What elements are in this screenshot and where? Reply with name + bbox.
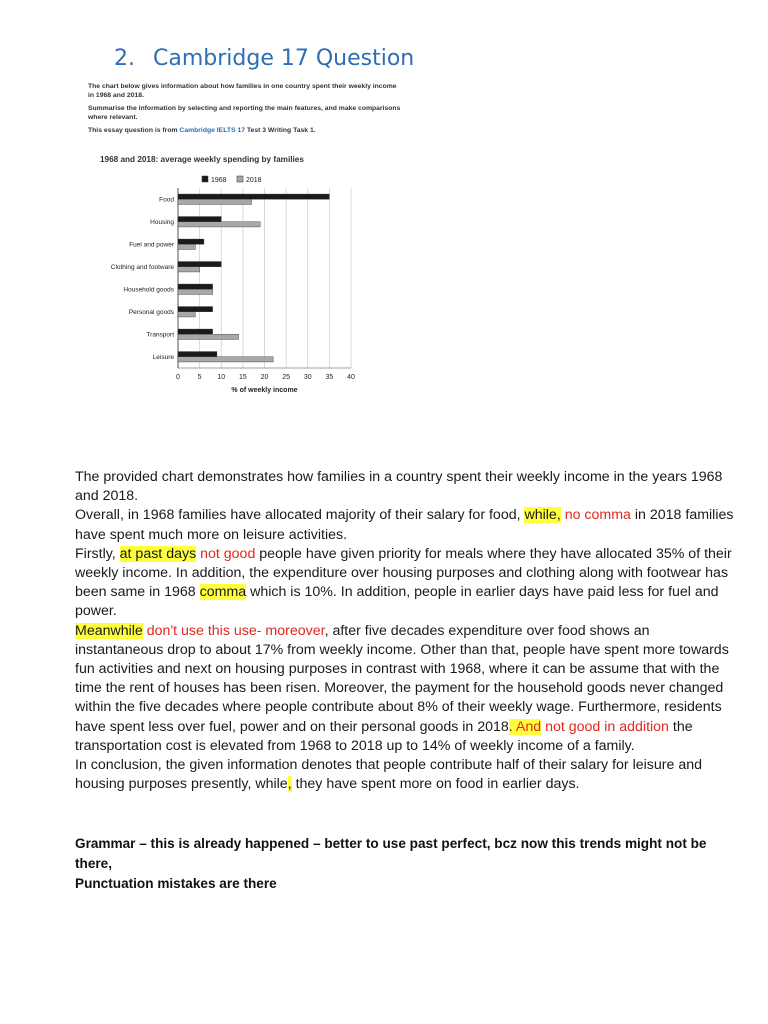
highlight-meanwhile: Meanwhile bbox=[75, 622, 143, 639]
highlight-period: . bbox=[508, 718, 516, 735]
bar-1968 bbox=[178, 217, 221, 222]
legend-swatch-1968 bbox=[202, 176, 208, 182]
highlight-and: And bbox=[515, 718, 542, 735]
essay-paragraph-intro: The provided chart demonstrates how families in a country spent their weekly income in the years 1968 and 2018. bbox=[75, 469, 723, 505]
correction-note: don't use this use- moreover bbox=[142, 622, 325, 639]
bar-1968 bbox=[178, 307, 213, 312]
category-label: Food bbox=[159, 196, 174, 204]
x-axis-label: % of weekly income bbox=[231, 387, 298, 394]
task-line-1: The chart below gives information about how families in one country spent their weekly income in 1968 and 2018. bbox=[88, 83, 397, 99]
feedback-notes bbox=[75, 834, 715, 894]
question-heading bbox=[114, 46, 414, 71]
bar-1968 bbox=[178, 262, 221, 267]
bar-2018 bbox=[178, 357, 273, 362]
highlight-comma-2: , bbox=[287, 776, 292, 793]
highlight-comma: comma bbox=[199, 584, 247, 601]
highlight-while: while, bbox=[524, 507, 561, 524]
correction-note: not good bbox=[196, 545, 256, 562]
essay-paragraph-conclusion: In conclusion, the given information denotes that people contribute half of their salary for leisure and housing purposes presently, while, they have spent more on food in earlier days. bbox=[75, 757, 702, 793]
bar-1968 bbox=[178, 284, 213, 289]
legend-label: 1968 bbox=[211, 177, 227, 184]
x-tick-label: 25 bbox=[282, 374, 291, 381]
highlight-at-past-days: at past days bbox=[119, 545, 197, 562]
category-label: Clothing and footware bbox=[110, 263, 174, 271]
task-source: This essay question is from Cambridge IELTS 17 Test 3 Writing Task 1. bbox=[88, 127, 316, 134]
x-tick-label: 35 bbox=[325, 374, 334, 381]
bar-2018 bbox=[178, 334, 239, 339]
heading-title: Cambridge 17 Question bbox=[153, 46, 415, 71]
question-figure bbox=[84, 78, 402, 418]
punctuation-note: Punctuation mistakes are there bbox=[75, 876, 277, 891]
bar-chart bbox=[84, 78, 402, 418]
bar-2018 bbox=[178, 222, 260, 227]
task-line-2: Summarise the information by selecting and reporting the main features, and make comparisons where relevant. bbox=[88, 105, 401, 121]
x-tick-label: 40 bbox=[347, 374, 355, 381]
bar-1968 bbox=[178, 352, 217, 357]
category-label: Housing bbox=[150, 218, 174, 226]
chart-title: 1968 and 2018: average weekly spending by families bbox=[100, 155, 304, 164]
legend-label: 2018 bbox=[246, 177, 262, 184]
bar-1968 bbox=[178, 239, 204, 244]
category-label: Leisure bbox=[152, 353, 174, 361]
heading-number: 2. bbox=[114, 46, 135, 71]
category-label: Transport bbox=[146, 331, 174, 339]
essay-paragraph-body-2: Meanwhile don't use this use- moreover, after five decades expenditure over food shows an instantaneous drop to about 17% from weekly income. Other than that, people have spent more towards fun activities and next on housing purposes in contrast with 1968, where it can be assume that with the time the rent of houses has been risen. Moreover, the payment for the household goods never changed within the five decades where people contribute about 8% of their weekly wage. Furthermore, residents have spent less over fuel, power and on their personal goods in 2018. And not good in addition the transportation cost is elevated from 1968 to 2018 up to 14% of weekly income of a family. bbox=[75, 622, 729, 754]
bar-2018 bbox=[178, 244, 195, 249]
x-tick-label: 0 bbox=[176, 374, 180, 381]
bar-2018 bbox=[178, 267, 200, 272]
essay-body bbox=[75, 468, 735, 794]
source-link[interactable]: Cambridge IELTS 17 bbox=[179, 127, 245, 134]
x-tick-label: 15 bbox=[238, 374, 247, 381]
correction-note: not good in addition bbox=[541, 718, 669, 735]
grammar-note: Grammar – this is already happened – better to use past perfect, bcz now this trends might not be there, bbox=[75, 836, 707, 871]
x-tick-label: 20 bbox=[260, 374, 269, 381]
essay-paragraph-body-1: Firstly, at past days not good people have given priority for meals where they have allocated 35% of their weekly income. In addition, the expenditure over housing purposes and clothing along with footwear has been same in 1968 comma which is 10%. In addition, people in earlier days have paid less for fuel and power. bbox=[75, 545, 732, 620]
category-label: Personal goods bbox=[128, 308, 174, 316]
bar-2018 bbox=[178, 289, 213, 294]
bar-1968 bbox=[178, 329, 213, 334]
category-label: Household goods bbox=[123, 286, 174, 294]
legend-swatch-2018 bbox=[237, 176, 243, 182]
correction-note: no comma bbox=[560, 507, 631, 524]
x-tick-label: 30 bbox=[303, 374, 312, 381]
bar-2018 bbox=[178, 199, 252, 204]
x-tick-label: 5 bbox=[197, 374, 202, 381]
category-label: Fuel and power bbox=[129, 241, 174, 249]
bar-2018 bbox=[178, 312, 195, 317]
x-tick-label: 10 bbox=[217, 374, 226, 381]
bar-1968 bbox=[178, 194, 329, 199]
essay-paragraph-overview: Overall, in 1968 families have allocated majority of their salary for food, while, no comma in 2018 families have spent much more on leisure activities. bbox=[75, 507, 734, 543]
